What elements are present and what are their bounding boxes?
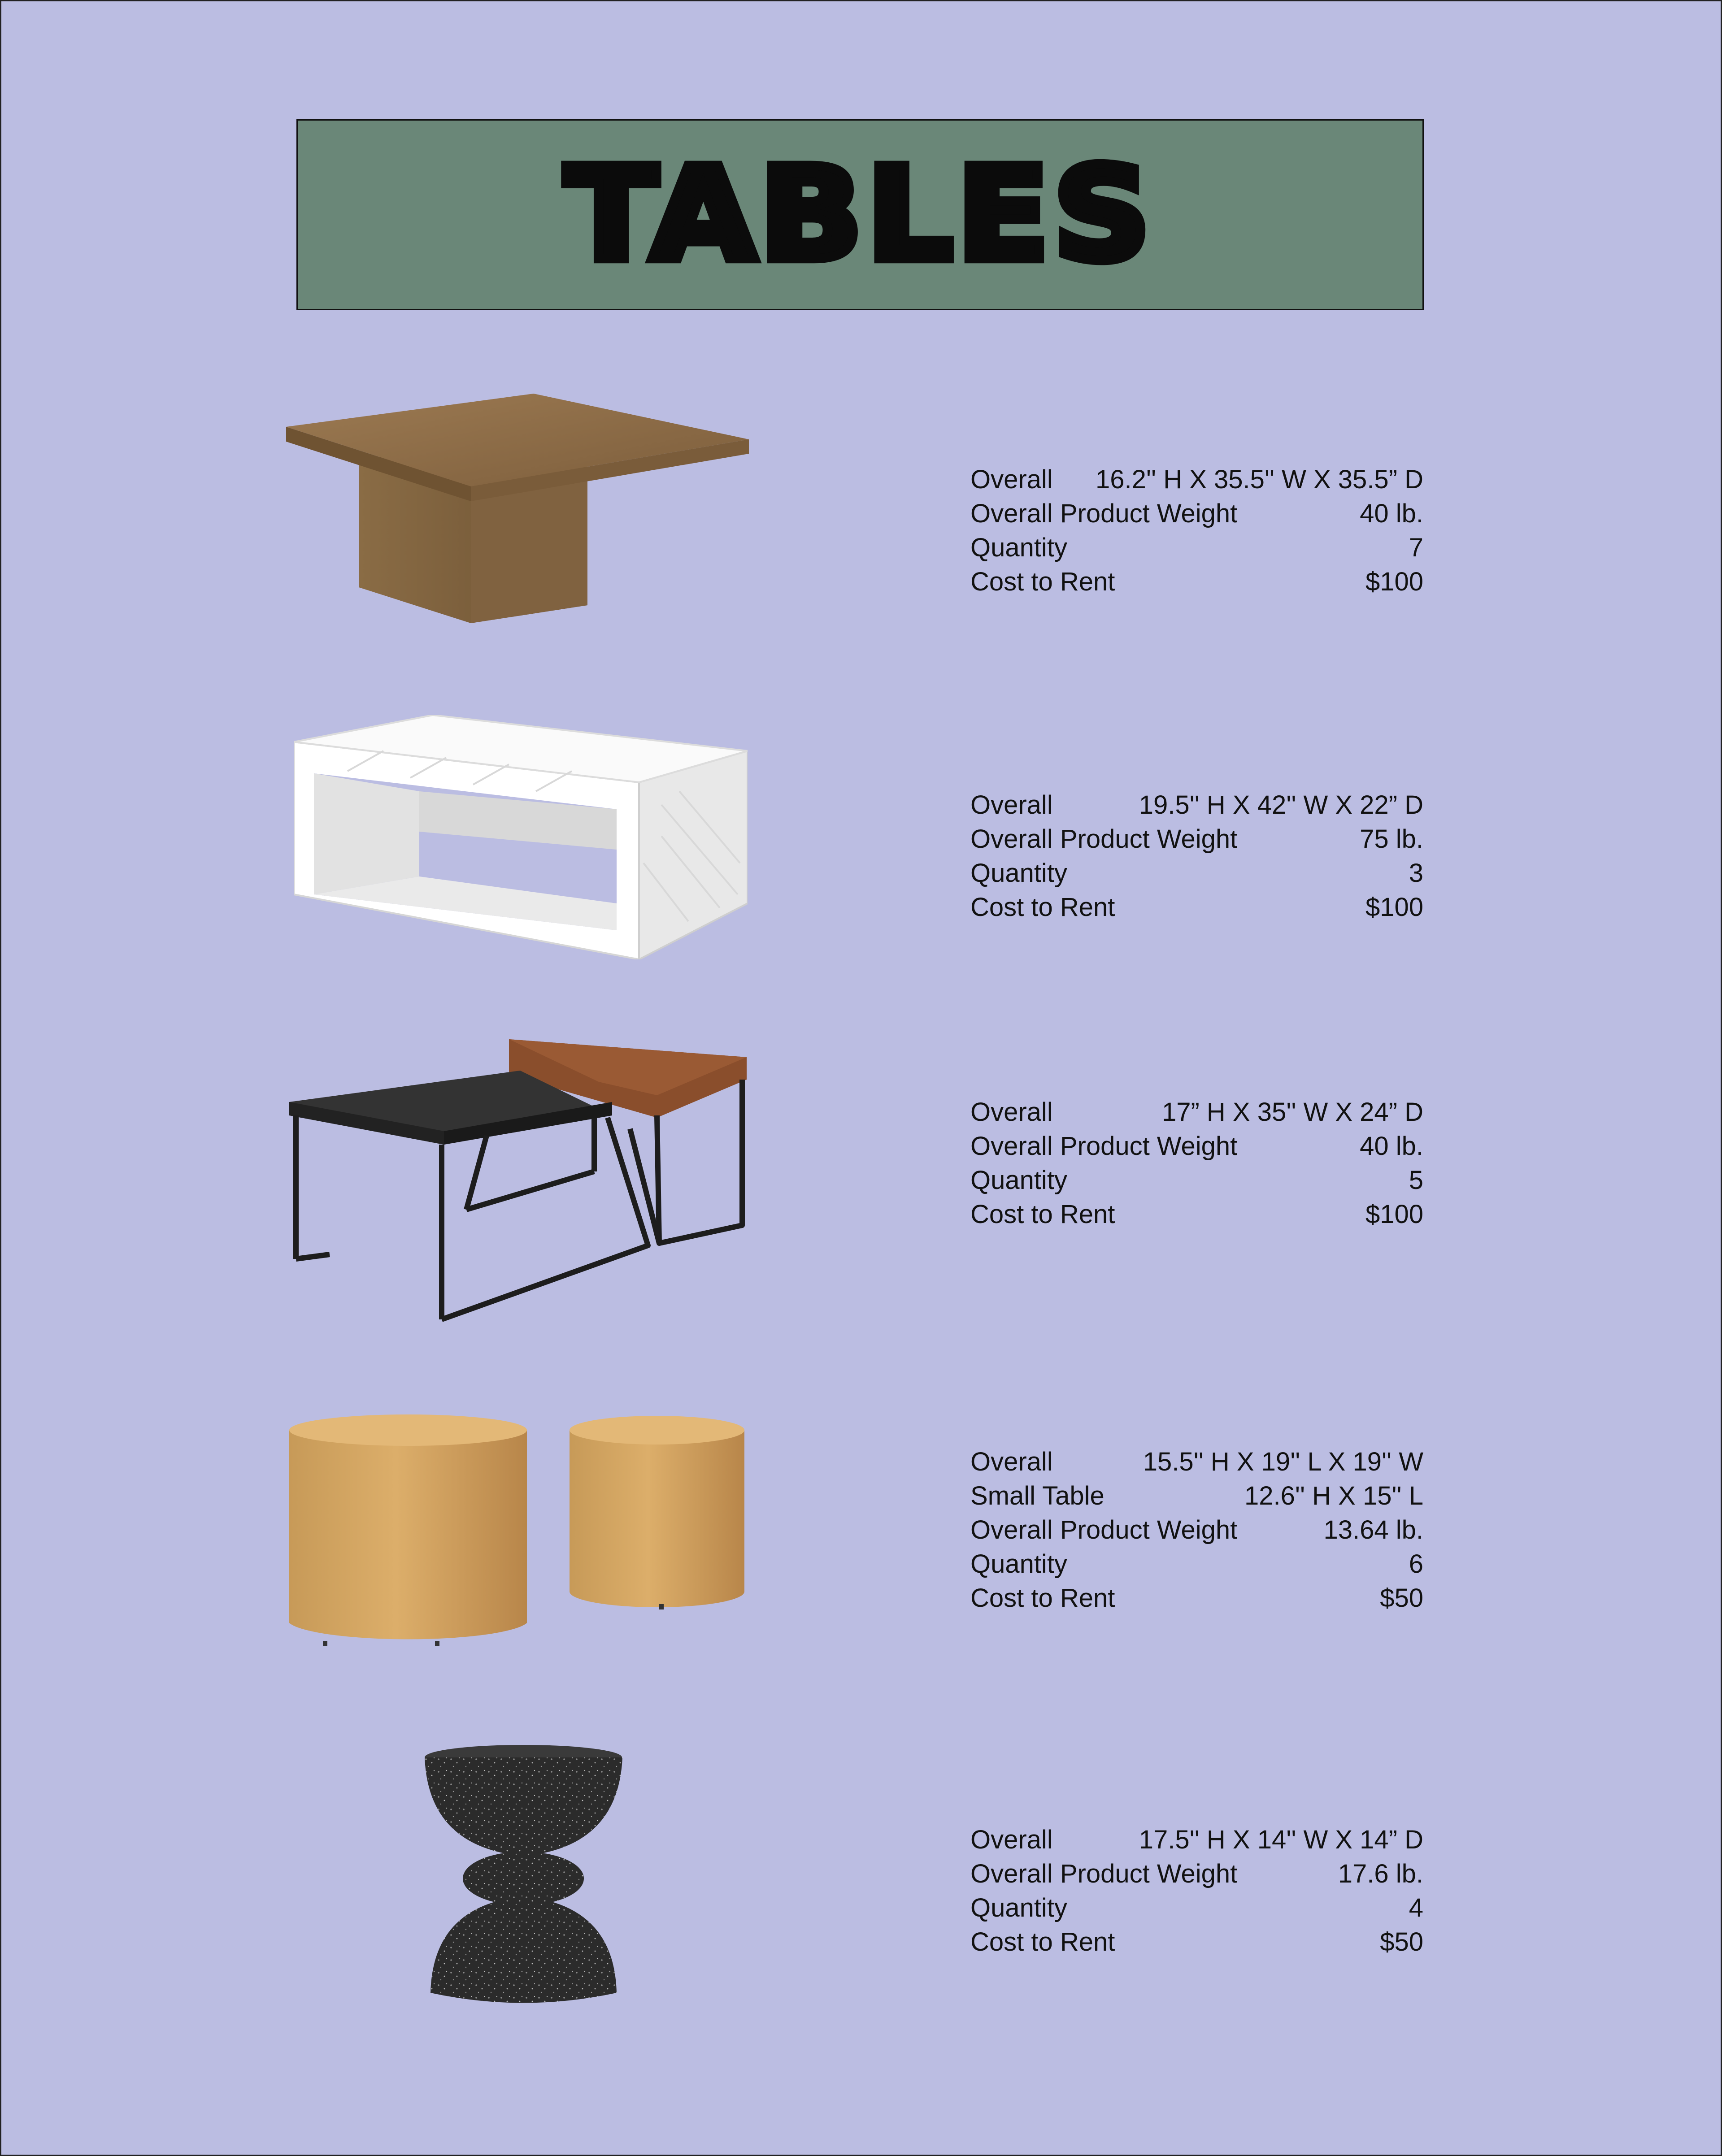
spec-row (970, 463, 1423, 497)
spec-value-overall-product-weight: 75 lb. (1360, 824, 1423, 854)
spec-label-overall: Overall (970, 1447, 1053, 1476)
spec-row (970, 1197, 1423, 1232)
spec-row (970, 1891, 1423, 1925)
spec-row (970, 1823, 1423, 1857)
spec-row (970, 1925, 1423, 1959)
product-1-specs (970, 463, 1423, 599)
round-wood-drum-tables-icon (287, 1412, 749, 1648)
spec-row (970, 497, 1423, 531)
spec-row (970, 1581, 1423, 1615)
spec-row (970, 1479, 1423, 1513)
spec-row (970, 1129, 1423, 1163)
spec-label-quantity: Quantity (970, 533, 1067, 562)
spec-value-cost-to-rent: $100 (1365, 567, 1423, 596)
spec-value-overall: 17.5'' H X 14'' W X 14” D (1139, 1825, 1423, 1854)
spec-row (970, 565, 1423, 599)
spec-label-cost-to-rent: Cost to Rent (970, 1200, 1115, 1229)
spec-value-quantity: 4 (1409, 1893, 1423, 1922)
spec-label-overall-product-weight: Overall Product Weight (970, 1859, 1238, 1888)
spec-value-cost-to-rent: $100 (1365, 893, 1423, 922)
spec-value-overall-product-weight: 13.64 lb. (1323, 1515, 1423, 1544)
product-4-specs (970, 1445, 1423, 1615)
spec-label-quantity: Quantity (970, 1166, 1067, 1195)
spec-value-overall-product-weight: 17.6 lb. (1338, 1859, 1423, 1888)
spec-label-quantity: Quantity (970, 1893, 1067, 1922)
title-banner (296, 119, 1424, 310)
spec-value-cost-to-rent: $50 (1380, 1927, 1423, 1956)
spec-value-small-table: 12.6'' H X 15'' L (1244, 1481, 1423, 1510)
spec-value-overall-product-weight: 40 lb. (1360, 499, 1423, 528)
white-rectangular-coffee-table-icon (294, 715, 748, 959)
spec-label-overall-product-weight: Overall Product Weight (970, 1132, 1238, 1161)
spec-label-quantity: Quantity (970, 1549, 1067, 1579)
spec-row (970, 1513, 1423, 1547)
spec-value-quantity: 6 (1409, 1549, 1423, 1579)
spec-label-overall-product-weight: Overall Product Weight (970, 824, 1238, 854)
spec-row (970, 890, 1423, 924)
spec-label-small-table: Small Table (970, 1481, 1105, 1510)
spec-value-quantity: 7 (1409, 533, 1423, 562)
spec-row (970, 822, 1423, 856)
spec-label-cost-to-rent: Cost to Rent (970, 567, 1115, 596)
spec-label-overall-product-weight: Overall Product Weight (970, 499, 1238, 528)
spec-row (970, 1547, 1423, 1581)
spec-label-cost-to-rent: Cost to Rent (970, 1583, 1115, 1613)
spec-row (970, 1095, 1423, 1129)
spec-value-quantity: 5 (1409, 1166, 1423, 1195)
spec-value-overall: 17” H X 35'' W X 24” D (1161, 1098, 1423, 1127)
spec-row (970, 788, 1423, 822)
product-2-specs (970, 788, 1423, 924)
spec-row (970, 1857, 1423, 1891)
black-and-wood-nesting-tables-icon (289, 1039, 749, 1322)
spec-label-cost-to-rent: Cost to Rent (970, 893, 1115, 922)
spec-value-overall: 19.5'' H X 42'' W X 22” D (1139, 790, 1423, 820)
spec-label-overall: Overall (970, 465, 1053, 494)
spec-value-overall: 15.5'' H X 19'' L X 19'' W (1143, 1447, 1423, 1476)
spec-label-overall: Overall (970, 1098, 1053, 1127)
page-title: TABLES (565, 140, 1155, 289)
spec-value-overall: 16.2'' H X 35.5'' W X 35.5” D (1096, 465, 1423, 494)
black-terrazzo-side-table-icon (424, 1744, 623, 2013)
spec-label-overall: Overall (970, 790, 1053, 820)
spec-label-quantity: Quantity (970, 859, 1067, 888)
spec-row (970, 531, 1423, 565)
spec-label-overall: Overall (970, 1825, 1053, 1854)
spec-value-cost-to-rent: $100 (1365, 1200, 1423, 1229)
spec-value-overall-product-weight: 40 lb. (1360, 1132, 1423, 1161)
square-wood-coffee-table-icon (283, 390, 751, 632)
product-5-specs (970, 1823, 1423, 1959)
spec-label-overall-product-weight: Overall Product Weight (970, 1515, 1238, 1544)
spec-row (970, 856, 1423, 890)
spec-row (970, 1163, 1423, 1197)
product-3-specs (970, 1095, 1423, 1232)
spec-label-cost-to-rent: Cost to Rent (970, 1927, 1115, 1956)
spec-row (970, 1445, 1423, 1479)
spec-value-cost-to-rent: $50 (1380, 1583, 1423, 1613)
spec-value-quantity: 3 (1409, 859, 1423, 888)
